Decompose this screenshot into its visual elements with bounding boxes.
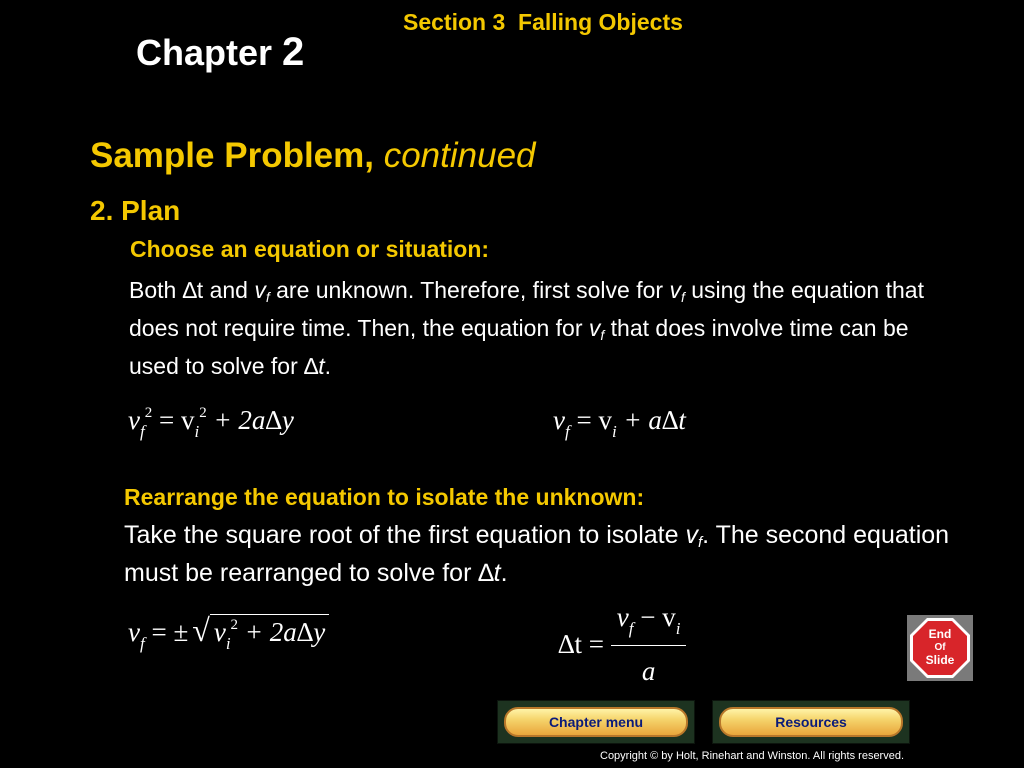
section-title: Falling Objects: [518, 9, 683, 35]
chapter-number: 2: [282, 30, 305, 74]
equation-vf-sqrt: $v_f$ = ± √ $v_i^2 + 2a\Delta y$: [128, 612, 329, 654]
chapter-label: Chapter: [136, 32, 273, 73]
chapter-menu-button[interactable]: Chapter menu: [504, 707, 688, 737]
slide-title: [90, 136, 536, 176]
stop-sign-icon: [909, 617, 971, 679]
slide-title-main: Sample Problem,: [90, 136, 374, 175]
chapter-heading: [136, 30, 304, 75]
resources-button[interactable]: Resources: [719, 707, 903, 737]
slide-title-continued: continued: [383, 136, 536, 175]
fraction: $\frac{v_f - v_i}{a}$: [611, 602, 687, 687]
rearrange-paragraph: Take the square root of the first equation to isolate vf. The second equation must be rearranged to solve for ∆t.: [124, 521, 950, 587]
section-heading: [403, 9, 683, 36]
resources-button-frame: [712, 700, 910, 744]
chapter-menu-button-frame: [497, 700, 695, 744]
plan-paragraph: Both ∆t and $v_f$ are unknown. Therefore, first solve for vf using the equation that does not require time. Then, the equation for vf that does involve time can be used to solve for ∆t.: [129, 277, 924, 379]
equation-delta-t: ∆t = $\frac{v_f - v_i}{a}$: [558, 602, 686, 687]
end-of-slide-button[interactable]: [907, 615, 973, 681]
section-label: Section 3: [403, 9, 506, 35]
square-root-symbol: √ $v_i^2 + 2a\Delta y$: [188, 612, 329, 654]
end-of-slide-line2: Of: [934, 642, 946, 653]
subheading-rearrange: Rearrange the equation to isolate the unknown:: [124, 484, 645, 510]
copyright-notice: Copyright © by Holt, Rinehart and Winston. All rights reserved.: [600, 750, 905, 762]
end-of-slide-line3: Slide: [925, 653, 955, 667]
subheading-choose-equation: Choose an equation or situation:: [130, 236, 490, 262]
step-heading: 2. Plan: [90, 195, 181, 226]
equation-vf-squared: $v_f^2 = v_i^2 + 2a\Delta y$: [128, 405, 294, 441]
equation-vf-time: $v_f = v_i + a\Delta t$: [553, 405, 686, 441]
end-of-slide-line1: End: [928, 627, 952, 641]
